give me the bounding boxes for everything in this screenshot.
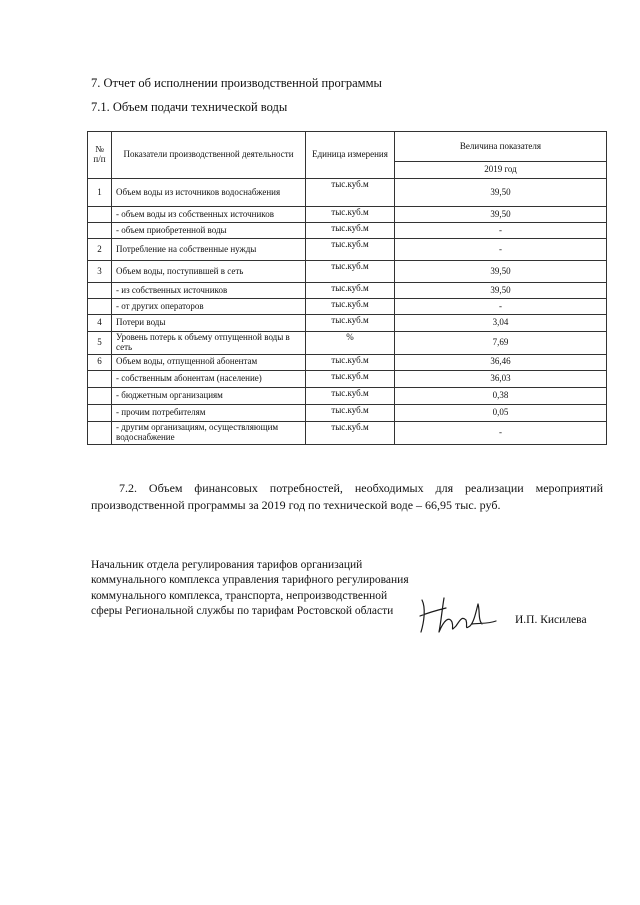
row-unit: %: [306, 332, 395, 355]
row-indicator: - другим организациям, осуществляющим водоснабжение: [112, 421, 306, 444]
row-indicator: Потери воды: [112, 315, 306, 332]
row-value: 39,50: [395, 261, 607, 283]
row-number: 1: [88, 179, 112, 207]
row-unit: тыс.куб.м: [306, 421, 395, 444]
row-number: 4: [88, 315, 112, 332]
row-value: -: [395, 239, 607, 261]
header-indicator: Показатели производственной деятельности: [112, 132, 306, 179]
header-num: № п/п: [88, 132, 112, 179]
water-supply-table: [87, 131, 607, 445]
header-value: Величина показателя: [395, 132, 607, 162]
row-unit: тыс.куб.м: [306, 387, 395, 404]
row-unit: тыс.куб.м: [306, 239, 395, 261]
subsection-title: 7.1. Объем подачи технической воды: [91, 100, 288, 114]
header-unit: Единица измерения: [306, 132, 395, 179]
row-unit: тыс.куб.м: [306, 283, 395, 299]
table-row: [88, 299, 607, 315]
row-number: 3: [88, 261, 112, 283]
table-row: [88, 261, 607, 283]
row-value: 36,46: [395, 354, 607, 370]
row-value: -: [395, 421, 607, 444]
paragraph-7-2: 7.2. Объем финансовых потребностей, необходимых для реализации мероприятий производственной программы за 2019 год по технической воде – 66,95 тыс. руб.: [91, 481, 603, 512]
row-number: 5: [88, 332, 112, 355]
row-value: 3,04: [395, 315, 607, 332]
row-value: -: [395, 299, 607, 315]
row-value: 39,50: [395, 283, 607, 299]
row-number: 6: [88, 354, 112, 370]
table-row: [88, 207, 607, 223]
row-indicator: Объем воды, поступившей в сеть: [112, 261, 306, 283]
row-unit: тыс.куб.м: [306, 207, 395, 223]
table-row: [88, 404, 607, 421]
row-number: 2: [88, 239, 112, 261]
table-row: [88, 387, 607, 404]
row-number: [88, 387, 112, 404]
handwritten-signature: [416, 590, 498, 638]
row-unit: тыс.куб.м: [306, 179, 395, 207]
signer-name: И.П. Кисилева: [515, 614, 587, 626]
row-unit: тыс.куб.м: [306, 299, 395, 315]
row-indicator: - бюджетным организациям: [112, 387, 306, 404]
row-indicator: - собственным абонентам (население): [112, 370, 306, 387]
row-unit: тыс.куб.м: [306, 370, 395, 387]
row-value: 39,50: [395, 207, 607, 223]
table-row: [88, 370, 607, 387]
row-unit: тыс.куб.м: [306, 223, 395, 239]
section-title: 7. Отчет об исполнении производственной программы: [91, 76, 382, 90]
table-row: [88, 179, 607, 207]
header-year: 2019 год: [395, 162, 607, 179]
row-value: 0,38: [395, 387, 607, 404]
table-row: [88, 354, 607, 370]
row-value: 0,05: [395, 404, 607, 421]
table-row: [88, 283, 607, 299]
row-indicator: Объем воды из источников водоснабжения: [112, 179, 306, 207]
row-indicator: - объем воды из собственных источников: [112, 207, 306, 223]
row-indicator: - из собственных источников: [112, 283, 306, 299]
table-row: [88, 223, 607, 239]
row-value: 39,50: [395, 179, 607, 207]
row-indicator: Объем воды, отпущенной абонентам: [112, 354, 306, 370]
table-row: [88, 421, 607, 444]
table-row: [88, 332, 607, 355]
row-number: [88, 421, 112, 444]
row-value: -: [395, 223, 607, 239]
row-value: 36,03: [395, 370, 607, 387]
row-indicator: Потребление на собственные нужды: [112, 239, 306, 261]
row-unit: тыс.куб.м: [306, 261, 395, 283]
row-value: 7,69: [395, 332, 607, 355]
row-unit: тыс.куб.м: [306, 404, 395, 421]
signer-position: Начальник отдела регулирования тарифов организаций коммунального комплекса управления тарифного регулирования коммунального комплекса, транспорта, непроизводственной сферы Региональной службы по тарифам Ростовской области: [91, 559, 409, 617]
row-number: [88, 223, 112, 239]
row-number: [88, 207, 112, 223]
row-unit: тыс.куб.м: [306, 315, 395, 332]
table-row: [88, 315, 607, 332]
row-number: [88, 299, 112, 315]
row-number: [88, 404, 112, 421]
row-indicator: - объем приобретенной воды: [112, 223, 306, 239]
row-number: [88, 370, 112, 387]
row-indicator: - от других операторов: [112, 299, 306, 315]
row-unit: тыс.куб.м: [306, 354, 395, 370]
row-number: [88, 283, 112, 299]
row-indicator: Уровень потерь к объему отпущенной воды в сеть: [112, 332, 306, 355]
row-indicator: - прочим потребителям: [112, 404, 306, 421]
table-row: [88, 239, 607, 261]
